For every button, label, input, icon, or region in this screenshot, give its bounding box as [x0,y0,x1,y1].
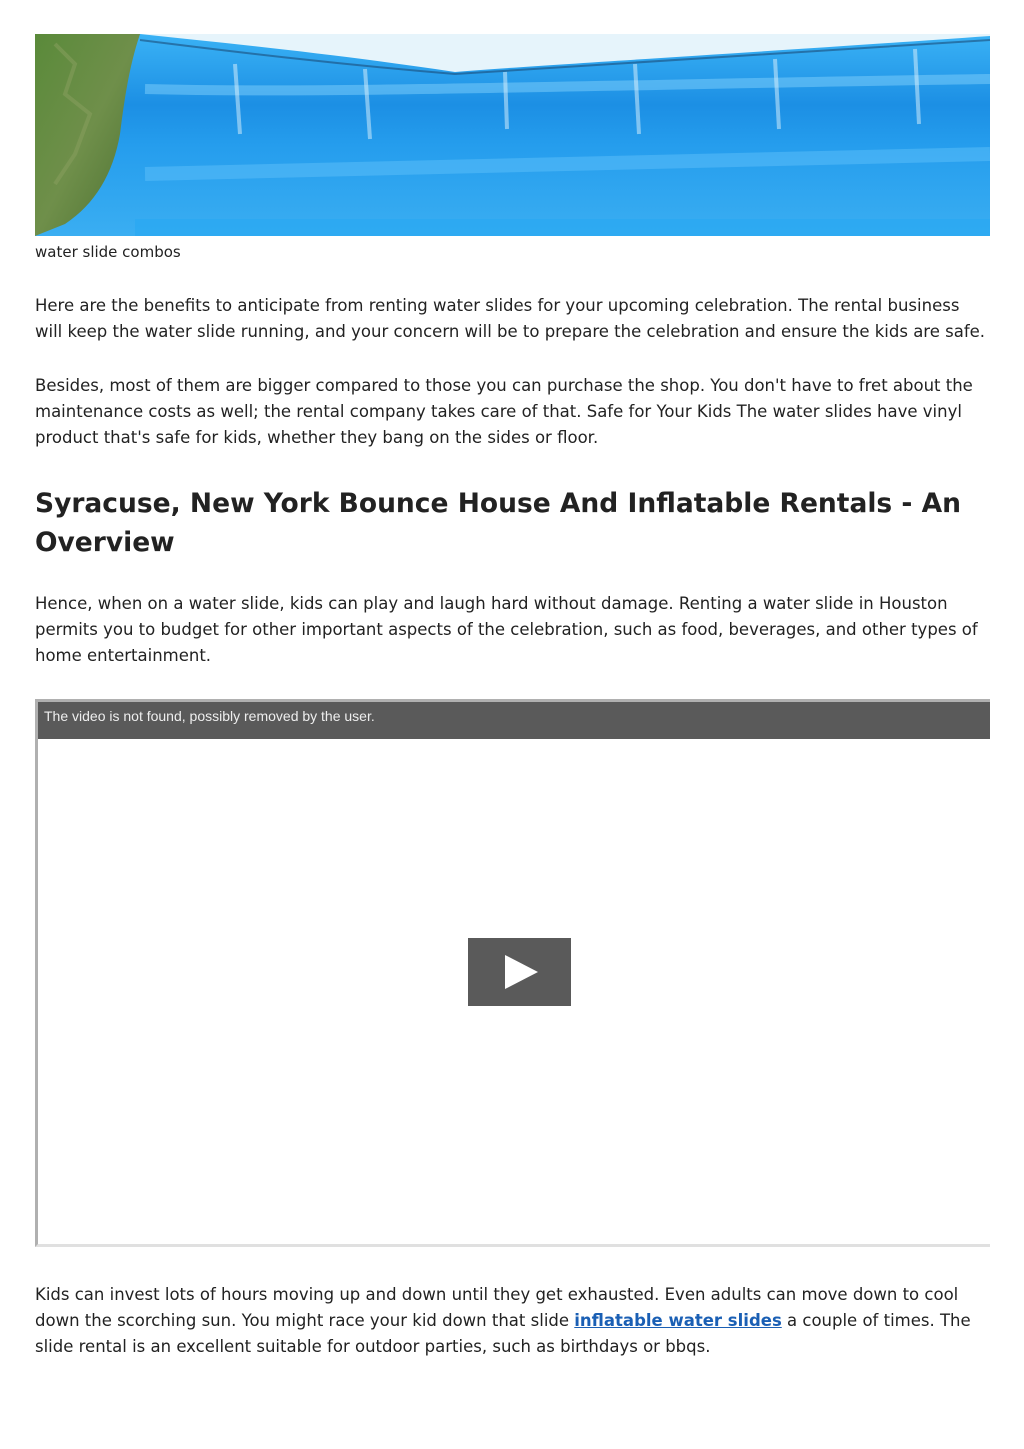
section-heading: Syracuse, New York Bounce House And Inflatable Rentals - An Overview [35,488,962,558]
water-slide-illustration [35,34,990,236]
image-caption: water slide combos [35,243,181,261]
inflatable-water-slides-link[interactable]: inflatable water slides [574,1311,782,1330]
video-not-found-message: The video is not found, possibly removed by the user. [44,708,375,724]
water-slide-image [35,34,990,236]
play-icon [505,955,538,989]
paragraph-kids-fun [35,1282,990,1360]
paragraph-text-end: a couple of times. The slide rental is an excellent suitable for outdoor parties, such as birthdays or bbqs. [35,1311,971,1356]
paragraph-benefits: Here are the benefits to anticipate from renting water slides for your upcoming celebration. The rental business will keep the water slide running, and your concern will be to prepare the celebration and ensure the kids are safe. [35,296,986,341]
article [35,34,990,1360]
paragraph-safety: Hence, when on a water slide, kids can play and laugh hard without damage. Renting a water slide in Houston permits you to budget for other important aspects of the celebration, such as food, beverages, and other types of home entertainment. [35,594,978,665]
video-embed[interactable] [35,699,990,1247]
paragraph-maintenance: Besides, most of them are bigger compared to those you can purchase the shop. You don't have to fret about the maintenance costs as well; the rental company takes care of that. Safe for Your Kids The water slides have vinyl product that's safe for kids, whether they bang on the sides or floor. [35,376,973,447]
video-title-bar [38,702,990,739]
paragraph-text-start: Kids can invest lots of hours moving up and down until they get exhausted. Even adults can move down to cool down the scorching sun. You might race your kid down that slide [35,1285,959,1330]
video-play-button[interactable] [468,938,571,1006]
